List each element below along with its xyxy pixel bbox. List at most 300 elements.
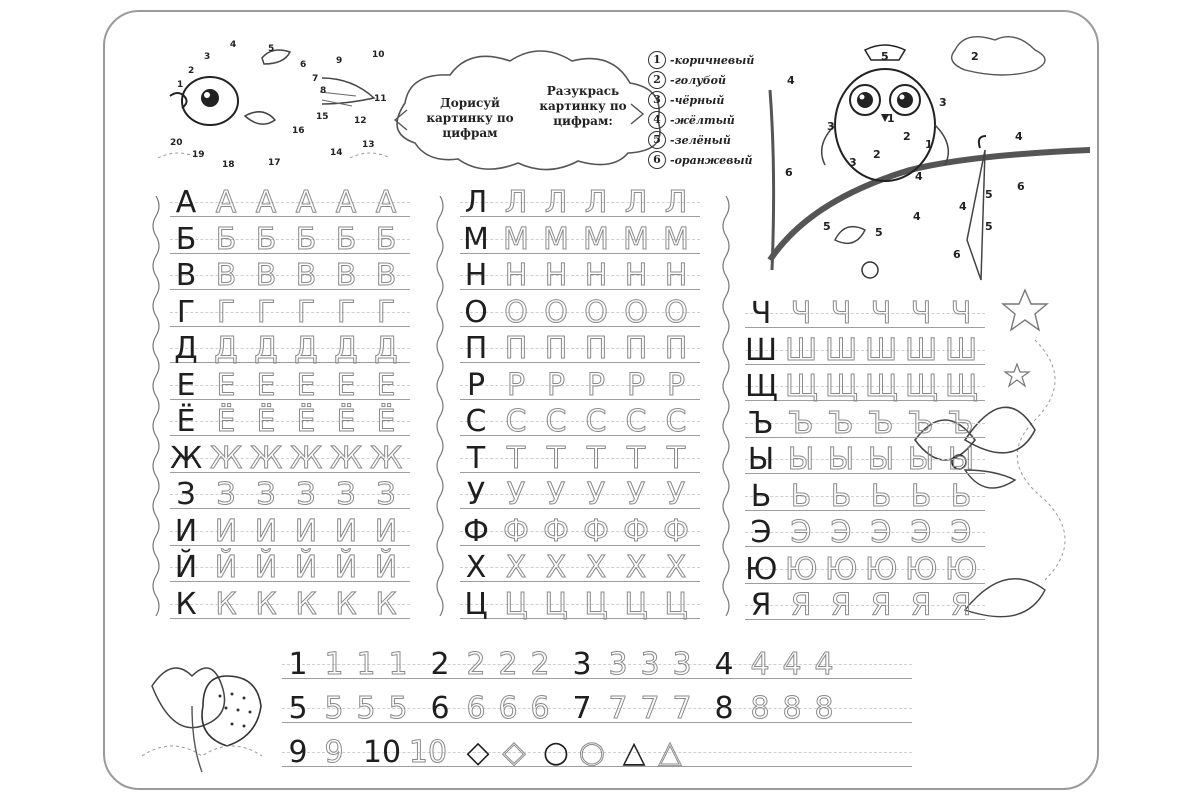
letter-trace: Л	[544, 185, 568, 220]
owl-area-number: 5	[881, 50, 889, 63]
number-trace: 2	[466, 647, 486, 682]
letter-trace: С	[545, 404, 567, 439]
number-sample: 6	[430, 691, 450, 726]
number-trace: 4	[814, 647, 834, 682]
letter-trace: Р	[626, 367, 646, 403]
number-sample: 10	[362, 735, 402, 770]
number-row-2	[282, 690, 912, 726]
owl-area-number: 3	[849, 156, 857, 169]
letter-trace: З	[336, 477, 356, 512]
letter-trace: Я	[910, 588, 932, 623]
owl-area-number: 3	[939, 96, 947, 109]
letter-row	[460, 367, 700, 403]
letter-trace: Ю	[945, 551, 978, 587]
letter-trace: С	[625, 404, 647, 439]
dot-number: 13	[362, 140, 375, 150]
letter-row	[460, 476, 700, 512]
dot-number: 11	[374, 94, 387, 104]
letter-sample: Х	[465, 550, 487, 585]
letter-sample: Ы	[747, 442, 775, 477]
letter-row	[745, 332, 985, 368]
letter-trace: У	[546, 477, 566, 512]
letter-trace: Ё	[296, 404, 316, 439]
letter-trace: Ё	[336, 404, 356, 439]
letter-row	[170, 549, 410, 585]
letter-trace: Ж	[210, 440, 243, 476]
letter-trace: З	[296, 477, 316, 512]
letter-sample: Г	[176, 294, 196, 330]
owl-area-number: 1	[887, 112, 895, 125]
letter-trace: Ц	[664, 586, 688, 622]
number-sample: ◇	[466, 735, 490, 770]
number-trace: 4	[782, 647, 802, 682]
owl-area-number: 6	[1017, 180, 1025, 193]
letter-row	[745, 551, 985, 587]
letter-trace: З	[216, 477, 236, 512]
dot-number: 3	[204, 52, 211, 62]
dot-number: 2	[188, 66, 195, 76]
number-trace: 3	[640, 647, 660, 682]
letter-sample: Й	[174, 550, 198, 585]
letter-row	[170, 221, 410, 257]
letter-trace: Ш	[905, 332, 938, 368]
number-trace: 7	[608, 691, 628, 726]
letter-trace: К	[335, 586, 357, 622]
dot-number: 6	[300, 60, 307, 70]
numbers-practice	[282, 640, 922, 780]
number-trace: ○	[578, 735, 606, 770]
letter-trace: А	[295, 185, 317, 220]
letter-trace: Ц	[504, 586, 528, 622]
letter-trace: П	[664, 331, 688, 366]
letter-trace: И	[214, 513, 238, 549]
letter-trace: О	[624, 294, 648, 330]
owl-area-number: 3	[827, 120, 835, 133]
letter-trace: С	[585, 404, 607, 439]
dot-number: 19	[192, 150, 205, 160]
owl-area-number: 2	[971, 50, 979, 63]
letter-row	[460, 403, 700, 439]
letter-trace: Б	[335, 221, 357, 257]
letter-trace: М	[543, 221, 569, 257]
letter-trace: Х	[545, 550, 567, 585]
letter-trace: Ч	[910, 296, 932, 331]
letter-trace: В	[375, 258, 397, 293]
letter-row	[745, 478, 985, 514]
letter-trace: Ь	[790, 478, 812, 514]
number-trace: 8	[814, 691, 834, 726]
number-trace: 2	[498, 647, 518, 682]
letter-trace: Б	[255, 221, 277, 257]
letter-trace: К	[375, 586, 397, 622]
letter-trace: Е	[296, 367, 316, 403]
letter-trace: Т	[586, 440, 606, 476]
letter-trace: Ч	[950, 296, 972, 331]
letter-trace: Ш	[865, 332, 898, 368]
letter-trace: Ж	[330, 440, 363, 476]
number-sample: 7	[572, 691, 592, 726]
letter-row	[460, 549, 700, 585]
letter-trace: У	[626, 477, 646, 512]
letter-trace: Г	[216, 294, 236, 330]
letter-trace: Ъ	[908, 405, 934, 441]
letter-trace: Э	[950, 515, 972, 550]
owl-area-number: 2	[903, 130, 911, 143]
number-trace: 5	[388, 691, 408, 726]
key-label: -голубой	[670, 73, 726, 87]
letter-sample: З	[176, 477, 196, 512]
letter-trace: Ь	[870, 478, 892, 514]
letter-trace: Р	[666, 367, 686, 403]
letter-trace: Г	[296, 294, 316, 330]
dot-number: 15	[316, 112, 329, 122]
alphabet-column-2	[460, 184, 710, 624]
letter-trace: Ы	[867, 442, 895, 477]
letter-sample: Э	[750, 515, 772, 550]
letter-trace: Л	[624, 185, 648, 220]
letter-trace: Д	[294, 331, 318, 366]
letter-trace: У	[506, 477, 526, 512]
letter-trace: Й	[214, 550, 238, 585]
letter-trace: И	[334, 513, 358, 549]
number-trace: 5	[356, 691, 376, 726]
letter-sample: Р	[466, 367, 486, 403]
owl-area-number: 5	[985, 188, 993, 201]
letter-trace: Г	[376, 294, 396, 330]
letter-trace: И	[374, 513, 398, 549]
letter-trace: В	[255, 258, 277, 293]
dot-number: 12	[354, 116, 367, 126]
number-trace: 1	[388, 647, 408, 682]
letter-row	[170, 367, 410, 403]
letter-trace: Ы	[907, 442, 935, 477]
letter-trace: Ю	[865, 551, 898, 587]
letter-trace: Т	[666, 440, 686, 476]
letter-sample: Ю	[745, 551, 778, 587]
letter-trace: Ъ	[868, 405, 894, 441]
alphabet-column-1	[170, 184, 420, 624]
letter-sample: С	[465, 404, 487, 439]
key-label: -коричневый	[670, 53, 755, 67]
letter-trace: Ш	[945, 332, 978, 368]
letter-trace: П	[544, 331, 568, 366]
number-sample: ○	[542, 735, 570, 770]
letter-sample: Д	[174, 331, 198, 366]
letter-trace: Н	[544, 258, 568, 293]
owl-area-number: 4	[915, 170, 923, 183]
letter-trace: Н	[584, 258, 608, 293]
letter-trace: Ы	[947, 442, 975, 477]
dot-number: 8	[320, 86, 327, 96]
letter-trace: Э	[870, 515, 892, 550]
letter-trace: Ч	[790, 296, 812, 331]
dot-number: 9	[336, 56, 343, 66]
letter-trace: Д	[254, 331, 278, 366]
letter-sample: Ь	[750, 478, 772, 514]
letter-trace: М	[503, 221, 529, 257]
letter-row	[745, 295, 985, 331]
letter-row	[460, 513, 700, 549]
number-sample: 1	[288, 647, 308, 682]
number-sample: 8	[714, 691, 734, 726]
letter-row	[745, 405, 985, 441]
letter-row	[460, 586, 700, 622]
letter-sample: Л	[464, 185, 488, 220]
letter-trace: Я	[790, 588, 812, 623]
dot-number: 16	[292, 126, 305, 136]
letter-trace: Ш	[785, 332, 818, 368]
number-sample: 5	[288, 691, 308, 726]
letter-trace: О	[544, 294, 568, 330]
color-key	[648, 50, 768, 180]
letter-trace: Ф	[543, 513, 569, 549]
letter-trace: Щ	[825, 369, 858, 404]
letter-trace: Ю	[825, 551, 858, 587]
letter-trace: Ы	[787, 442, 815, 477]
owl-scene	[765, 30, 1090, 300]
color-key-item	[648, 150, 753, 170]
key-number: 5	[648, 131, 666, 149]
letter-trace: Д	[374, 331, 398, 366]
strawberry-drawing	[132, 646, 272, 776]
number-trace: △	[658, 735, 682, 770]
letter-trace: С	[505, 404, 527, 439]
letter-row	[460, 221, 700, 257]
key-label: -чёрный	[670, 93, 725, 107]
letter-trace: К	[255, 586, 277, 622]
owl-area-number: 5	[985, 220, 993, 233]
owl-area-number: 4	[787, 74, 795, 87]
letter-trace: Т	[546, 440, 566, 476]
wavy-divider-left	[148, 196, 164, 626]
letter-row	[170, 513, 410, 549]
letter-trace: Щ	[785, 369, 818, 404]
letter-row	[170, 440, 410, 476]
letter-row	[460, 330, 700, 366]
letter-trace: Ж	[290, 440, 323, 476]
letter-sample: О	[464, 294, 488, 330]
wavy-divider-middle	[432, 196, 448, 626]
letter-trace: Д	[334, 331, 358, 366]
letter-trace: М	[583, 221, 609, 257]
number-trace: 8	[750, 691, 770, 726]
letter-row	[745, 368, 985, 404]
dot-number: 1	[177, 80, 184, 90]
letter-trace: У	[586, 477, 606, 512]
letter-trace: Х	[665, 550, 687, 585]
strawberry-decor	[132, 646, 272, 776]
letter-trace: Н	[664, 258, 688, 293]
wavy-divider-right	[718, 196, 734, 626]
letter-trace: Ъ	[948, 405, 974, 441]
letter-trace: М	[623, 221, 649, 257]
letter-trace: О	[584, 294, 608, 330]
letter-trace: Ё	[216, 404, 236, 439]
owl-area-number: 4	[913, 210, 921, 223]
letter-row	[745, 441, 985, 477]
owl-area-number: 4	[959, 200, 967, 213]
key-label: -жёлтый	[670, 113, 735, 127]
key-number: 6	[648, 151, 666, 169]
letter-trace: Е	[376, 367, 396, 403]
number-trace: 1	[356, 647, 376, 682]
letter-trace: Д	[214, 331, 238, 366]
letter-trace: Я	[950, 588, 972, 623]
color-key-item	[648, 90, 724, 110]
letter-sample: М	[463, 221, 489, 257]
letter-sample: У	[466, 477, 486, 512]
letter-trace: П	[504, 331, 528, 366]
owl-area-number: 5	[823, 220, 831, 233]
dot-number: 4	[230, 40, 237, 50]
letter-sample: Ъ	[748, 405, 774, 441]
letter-sample: Ш	[745, 332, 778, 368]
letter-trace: О	[504, 294, 528, 330]
letter-trace: Ф	[583, 513, 609, 549]
letter-trace: Л	[664, 185, 688, 220]
letter-trace: Ё	[376, 404, 396, 439]
letter-trace: К	[215, 586, 237, 622]
letter-sample: Я	[750, 588, 772, 623]
letter-trace: Й	[374, 550, 398, 585]
letter-trace: В	[295, 258, 317, 293]
fish-drawing	[150, 38, 390, 178]
letter-trace: А	[375, 185, 397, 220]
letter-trace: С	[665, 404, 687, 439]
letter-trace: Э	[830, 515, 852, 550]
letter-trace: Ь	[950, 478, 972, 514]
key-number: 1	[648, 51, 666, 69]
letter-trace: Й	[294, 550, 318, 585]
letter-trace: П	[624, 331, 648, 366]
key-number: 4	[648, 111, 666, 129]
letter-trace: Б	[375, 221, 397, 257]
letter-trace: Х	[505, 550, 527, 585]
letter-trace: В	[335, 258, 357, 293]
letter-sample: В	[175, 258, 197, 293]
number-sample: △	[622, 735, 646, 770]
letter-row	[170, 476, 410, 512]
owl-area-number: 1	[925, 138, 933, 151]
letter-trace: Ь	[830, 478, 852, 514]
letter-trace: Я	[830, 588, 852, 623]
letter-trace: Х	[625, 550, 647, 585]
letter-row	[745, 587, 985, 623]
letter-row	[170, 294, 410, 330]
number-trace: 3	[608, 647, 628, 682]
letter-sample: И	[174, 513, 198, 549]
owl-area-number: 6	[953, 248, 961, 261]
number-trace: 7	[640, 691, 660, 726]
letter-row	[170, 257, 410, 293]
letter-trace: К	[295, 586, 317, 622]
letter-trace: Ж	[250, 440, 283, 476]
number-sample: 9	[288, 735, 308, 770]
letter-trace: Г	[256, 294, 276, 330]
letter-trace: Х	[585, 550, 607, 585]
letter-sample: А	[175, 185, 197, 220]
letter-trace: Е	[336, 367, 356, 403]
number-sample: 2	[430, 647, 450, 682]
letter-trace: Ц	[544, 586, 568, 622]
letter-trace: Ё	[256, 404, 276, 439]
letter-sample: Ё	[176, 404, 196, 439]
letter-trace: Т	[506, 440, 526, 476]
letter-trace: Н	[504, 258, 528, 293]
dot-number: 20	[170, 138, 183, 148]
letter-row	[460, 257, 700, 293]
number-row-3	[282, 734, 912, 770]
owl-area-number: 4	[1015, 130, 1023, 143]
letter-sample: К	[175, 586, 197, 622]
letter-trace: Ы	[827, 442, 855, 477]
letter-trace: Ф	[503, 513, 529, 549]
number-trace: 8	[782, 691, 802, 726]
letter-trace: Й	[254, 550, 278, 585]
key-number: 3	[648, 91, 666, 109]
letter-trace: Н	[624, 258, 648, 293]
letter-trace: Р	[586, 367, 606, 403]
letter-trace: Е	[256, 367, 276, 403]
letter-row	[170, 184, 410, 220]
letter-trace: Я	[870, 588, 892, 623]
letter-trace: Л	[584, 185, 608, 220]
instruction-cloud	[385, 48, 675, 178]
color-key-item	[648, 50, 754, 70]
letter-sample: Т	[466, 440, 486, 476]
letter-row	[460, 294, 700, 330]
instruction-color: Разукрась картинку по цифрам:	[539, 84, 627, 128]
number-row-1	[282, 646, 912, 682]
letter-row	[460, 440, 700, 476]
letter-trace: Ъ	[788, 405, 814, 441]
letter-trace: Э	[910, 515, 932, 550]
letter-sample: Ж	[170, 440, 203, 476]
letter-trace: Ш	[825, 332, 858, 368]
letter-trace: Ц	[584, 586, 608, 622]
owl-drawing	[765, 30, 1090, 300]
letter-sample: Ч	[750, 296, 772, 331]
number-trace: 6	[530, 691, 550, 726]
letter-trace: Ъ	[828, 405, 854, 441]
letter-trace: Р	[546, 367, 566, 403]
dot-number: 14	[330, 148, 343, 158]
letter-trace: Ч	[830, 296, 852, 331]
dot-number: 18	[222, 160, 235, 170]
letter-sample: Ф	[463, 513, 489, 549]
letter-row	[460, 184, 700, 220]
letter-trace: Ч	[870, 296, 892, 331]
dot-number: 5	[268, 44, 275, 54]
letter-trace: В	[215, 258, 237, 293]
owl-area-number: 5	[875, 226, 883, 239]
dot-number: 10	[372, 50, 385, 60]
letter-sample: Е	[176, 367, 196, 403]
owl-area-number: 2	[873, 148, 881, 161]
letter-trace: А	[255, 185, 277, 220]
letter-row	[170, 586, 410, 622]
letter-trace: Щ	[945, 369, 978, 404]
letter-trace: И	[254, 513, 278, 549]
letter-trace: М	[663, 221, 689, 257]
letter-trace: З	[256, 477, 276, 512]
letter-trace: О	[664, 294, 688, 330]
letter-trace: Ю	[785, 551, 818, 587]
number-sample: 3	[572, 647, 592, 682]
number-trace: 1	[324, 647, 344, 682]
alphabet-column-3	[745, 295, 995, 625]
number-trace: 3	[672, 647, 692, 682]
